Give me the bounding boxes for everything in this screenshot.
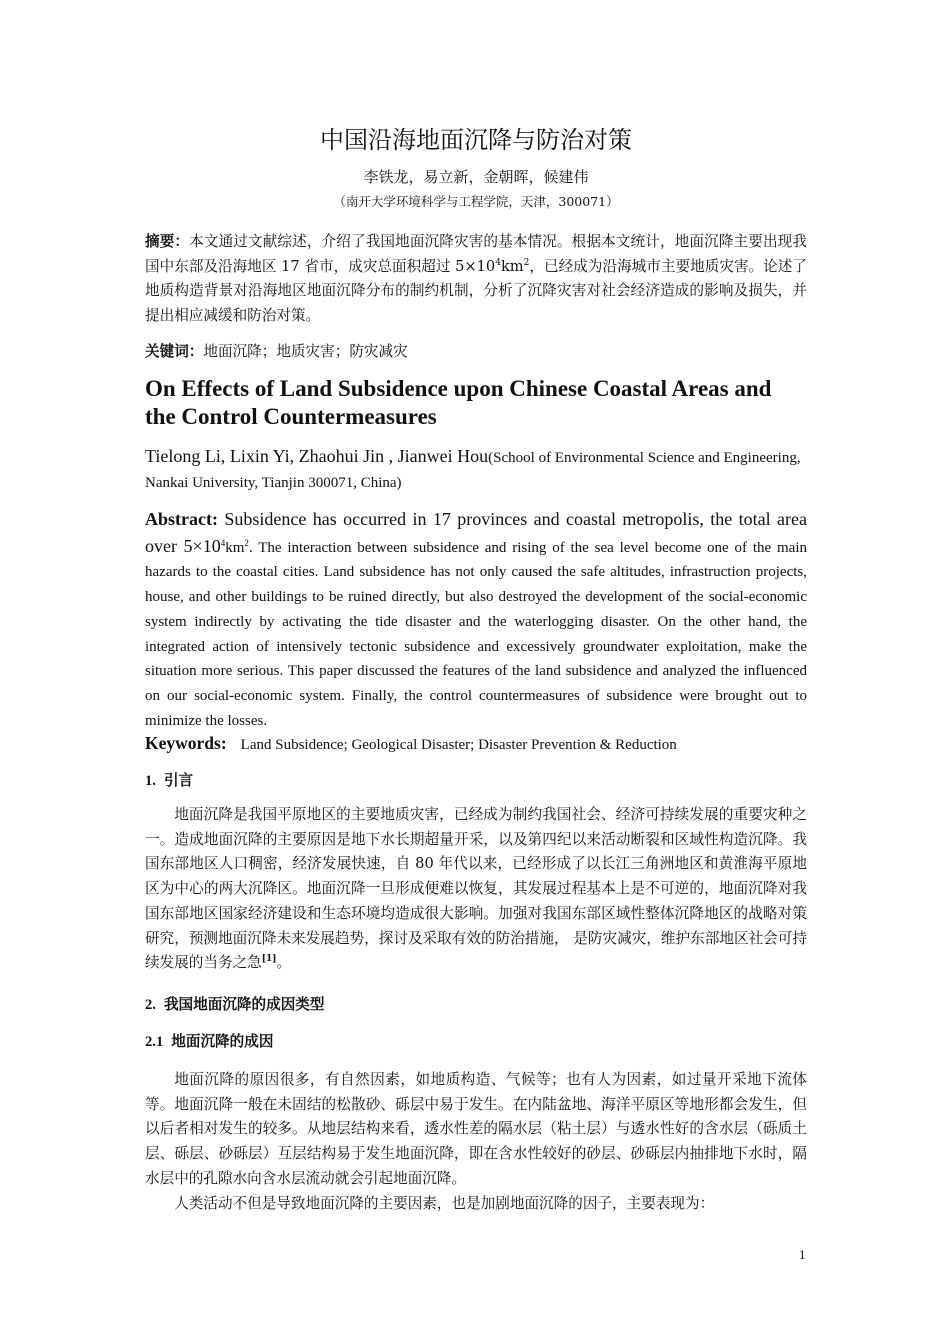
english-keywords [145,731,807,757]
superscript: 4 [495,257,501,268]
english-affiliation: (School of Environmental Science and Engineering, Nankai University, Tianjin 300071, China) [145,450,801,491]
chinese-abstract-label: 摘要： [145,233,190,250]
affiliation: （南开大学环境科学与工程学院，天津，300071） [333,194,619,209]
english-abstract-text: . The interaction between subsidence and rising of the sea level become one of the main hazards to the coastal cities. Land subsidence has not only caused the safe altitudes, infrastruction projects, house, and other buildings to be ruined directly, but also destroyed the development of the social-economic system indirectly by activating the tide disaster and the waterlogging disaster. On the other hand, the integrated action of intensively tectonic subsidence and excessively groundwater exploitation, make the situation more serious. This paper discussed the features of the land subsidence and analyzed the influenced on our social-economic system. Finally, the control countermeasures of subsidence were brought out to minimize the losses. [145,539,807,729]
section-2-1-heading [145,1031,273,1053]
section-2-heading [145,994,325,1016]
citation-ref: [1] [261,954,277,965]
section-1-heading [145,770,193,792]
english-abstract-label: Abstract: [145,509,218,529]
paragraph-text: 地面沉降是我国平原地区的主要地质灾害，已经成为制约我国社会、经济可持续发展的重要灾种之一。造成地面沉降的主要原因是地下水长期超量开采，以及第四纪以来活动断裂和区域性构造沉降。我国东部地区人口稠密，经济发展快速，自 80 年代以来，已经形成了以长江三角洲地区和黄淮海平原地区为中心的两大沉降区。地面沉降一旦形成便难以恢复，其发展过程基本上是不可逆的，地面沉降对我国东部地区国家经济建设和生态环境均造成很大影响。加强对我国东部区域性整体沉降地区的战略对策研究，预测地面沉降未来发展趋势，探讨及采取有效的防治措施， 是防灾减灾，维护东部地区社会可持续发展的当务之急 [145,806,807,972]
english-abstract [145,507,807,733]
section-2-1-paragraph-2: 人类活动不但是导致地面沉降的主要因素，也是加剧地面沉降的因子，主要表现为： [174,1195,715,1212]
section-number: 2.1 [145,1034,164,1050]
chinese-abstract [145,230,807,328]
chinese-abstract-text: 本文通过文献综述，介绍了我国地面沉降灾害的基本情况。根据本文统计，地面沉降主要出现我国中东部及沿海地区 17 省市，成灾总面积超过 5×10 [145,233,807,275]
unit-text: km [225,539,245,556]
chinese-keywords [145,340,807,364]
paper-title: 中国沿海地面沉降与防治对策 [320,126,632,154]
english-author-names: Tielong Li, Lixin Yi, Zhaohui Jin , Jianwei Hou [145,446,489,466]
author-list: 李铁龙，易立新，金朝晖，候建伟 [363,168,589,186]
section-title: 地面沉降的成因 [171,1033,274,1050]
paragraph-end: 。 [276,954,292,972]
section-title: 我国地面沉降的成因类型 [163,996,325,1013]
chinese-keywords-text: 地面沉降；地质灾害；防灾减灾 [203,343,408,360]
english-keywords-label: Keywords: [145,733,227,753]
section-number: 1. [145,773,156,789]
unit-text: km [500,257,524,275]
superscript: 4 [220,537,226,548]
section-2-1-paragraph-1: 地面沉降的原因很多，有自然因素，如地质构造、气候等；也有人为因素，如过量开采地下流体等。地面沉降一般在未固结的松散砂、砾层中易于发生。在内陆盆地、海洋平原区等地形都会发生，但以后者相对发生的较多。从地层结构来看，透水性差的隔水层（粘土层）与透水性好的含水层（砾质土层、砾层、砂砾层）互层结构易于发生地面沉降，即在含水性较好的砂层、砂砾层内抽排地下水时，隔水层中的孔隙水向含水层流动就会引起地面沉降。 [145,1071,807,1187]
english-authors [145,444,807,495]
superscript: 2 [523,257,530,268]
english-title: On Effects of Land Subsidence upon Chinese Coastal Areas and the Control Countermeasures [145,376,772,429]
section-title: 引言 [163,772,194,789]
english-keywords-text: Land Subsidence; Geological Disaster; Disaster Prevention & Reduction [240,737,677,753]
english-abstract-lead: Subsidence has occurred in 17 provinces and coastal metropolis, the total area over 5×10 [145,509,807,556]
chinese-abstract-text: ，已经成为沿海城市主要地质灾害。论述了地质构造背景对沿海地区地面沉降分布的制约机制，分析了沉降灾害对社会经济造成的影响及损失，并提出相应减缓和防治对策。 [145,257,807,324]
chinese-keywords-label: 关键词： [145,343,204,360]
page-number: 1 [799,1247,806,1262]
section-1-paragraph [145,803,807,976]
superscript: 2 [244,537,249,548]
section-number: 2. [145,997,156,1013]
